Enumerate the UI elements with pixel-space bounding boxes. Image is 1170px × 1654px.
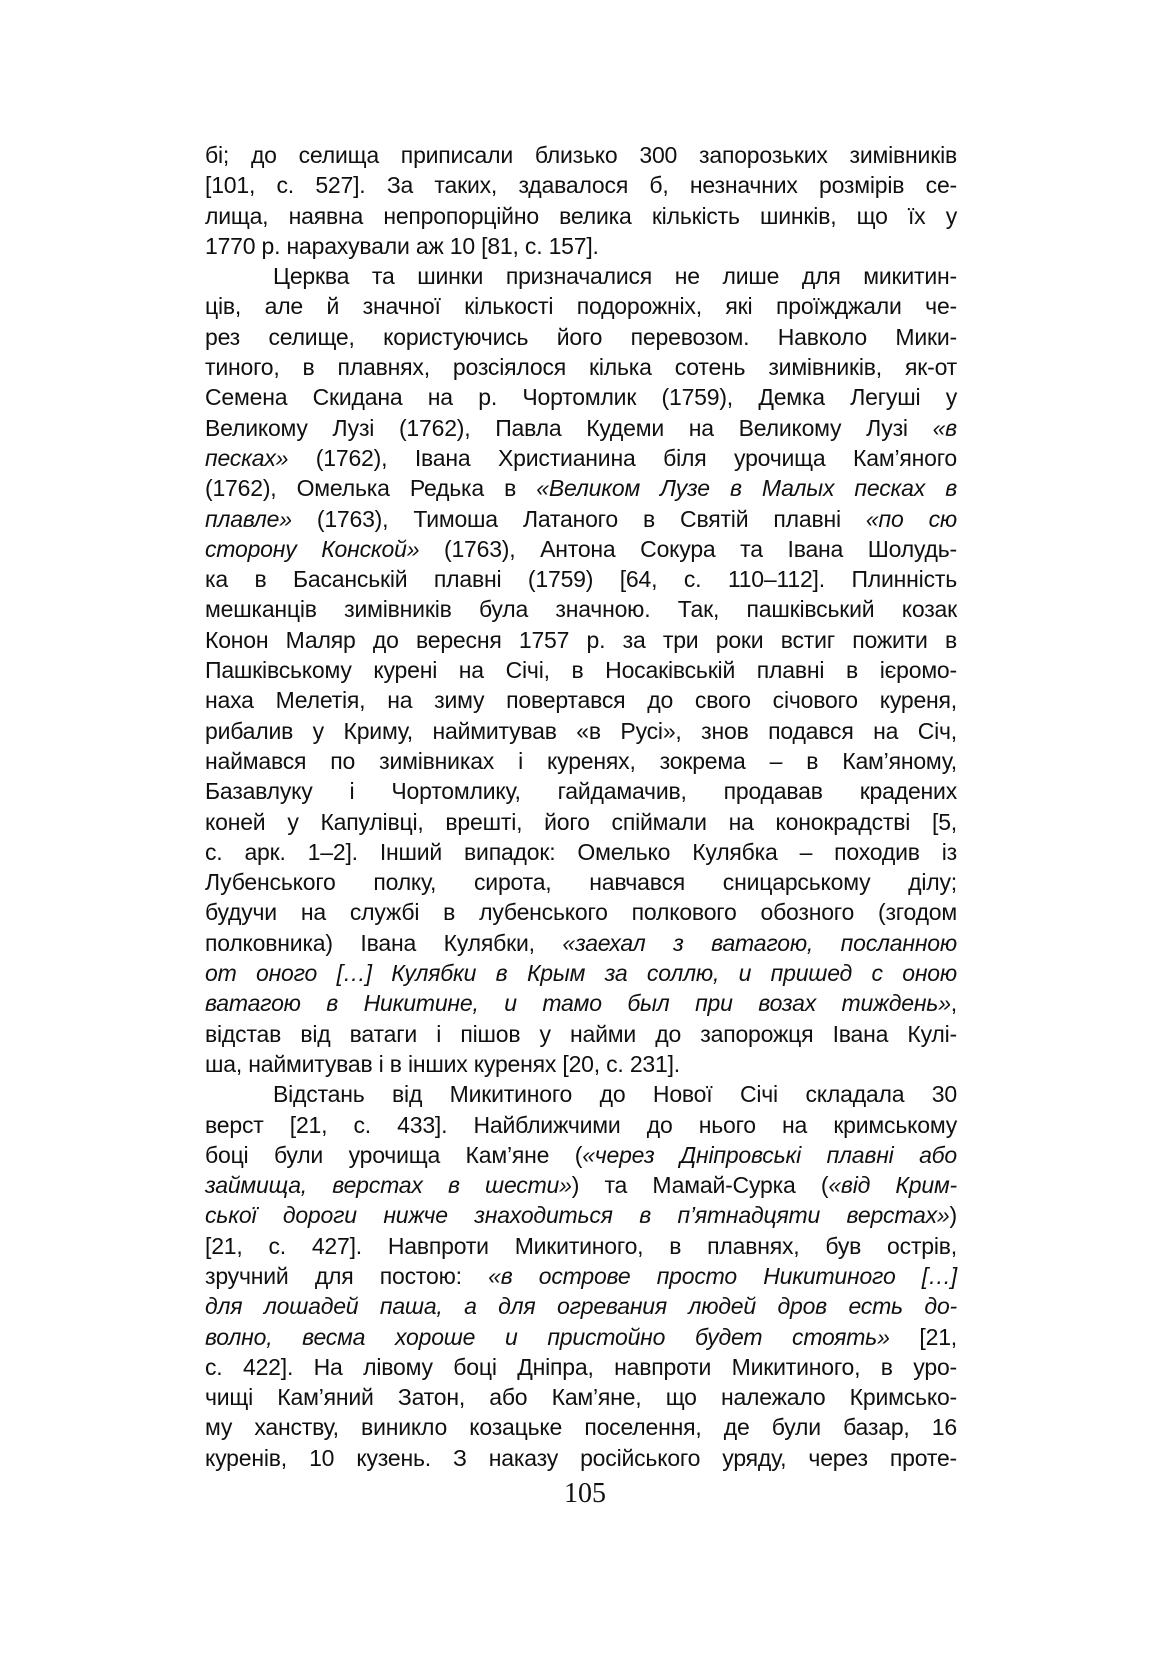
text-line <box>205 291 957 321</box>
quoted-italic-text: для лошадей паша, а для огревания людей дров есть до- <box>205 1293 957 1320</box>
body-text: верст [21, с. 433]. Найближчими до нього на кримському <box>205 1111 957 1138</box>
body-text: [21, с. 427]. Навпроти Микитиного, в плавнях, був острів, <box>205 1232 957 1259</box>
quoted-italic-text: песках» <box>205 444 289 471</box>
body-text: 1770 р. нарахували аж 10 [81, с. 157]. <box>205 232 599 259</box>
body-text: полковника) Івана Кулябки, <box>205 929 563 956</box>
text-line <box>205 625 957 655</box>
body-text: Відстань від Микитиного до Нової Січі складала 30 <box>273 1081 957 1108</box>
body-text: му ханству, виникло козацьке поселення, де були базар, 16 <box>205 1414 957 1441</box>
body-text: лища, наявна непропорційно велика кількість шинків, що їх у <box>205 202 957 229</box>
body-text: відстав від ватаги і пішов у найми до запорожця Івана Кулі- <box>205 1020 957 1047</box>
text-line <box>205 1231 957 1261</box>
body-text: Лубенського полку, сирота, навчався сницарському ділу; <box>205 869 957 896</box>
text-line <box>205 564 957 594</box>
quoted-italic-text: от оного […] Кулябки в Крым за соллю, и пришед с оною <box>205 960 957 987</box>
text-block <box>205 140 957 1473</box>
body-text: Семена Скидана на р. Чортомлик (1759), Демка Легуші у <box>205 384 957 411</box>
text-line <box>205 928 957 958</box>
text-line <box>205 1352 957 1382</box>
text-line <box>205 504 957 534</box>
text-line <box>205 807 957 837</box>
body-text: бі; до селища приписали близько 300 запорозьких зимівників <box>205 142 957 168</box>
body-text: мешканців зимівників була значною. Так, пашківський козак <box>205 596 957 623</box>
text-line <box>205 958 957 988</box>
text-line <box>205 867 957 897</box>
body-text: с. арк. 1–2]. Інший випадок: Омелько Кулябка – походив із <box>205 838 957 865</box>
body-text: с. 422]. На лівому боці Дніпра, навпроти Микитиного, в уро- <box>205 1353 957 1380</box>
body-text: будучи на службі в лубенського полкового обозного (згодом <box>205 899 957 926</box>
text-line <box>205 776 957 806</box>
body-text: коней у Капулівці, врешті, його спіймали на конокрадстві [5, <box>205 808 957 835</box>
body-text: Великому Лузі (1762), Павла Кудеми на Великому Лузі <box>205 414 933 441</box>
quoted-italic-text: «через Дніпровські плавні або <box>582 1141 957 1168</box>
text-line <box>205 1019 957 1049</box>
body-text: Пашківському курені на Січі, в Носаківській плавні в ієромо- <box>205 657 957 684</box>
text-line <box>205 1322 957 1352</box>
paragraph <box>205 140 957 261</box>
body-text: Церква та шинки призначалися не лише для микитин- <box>273 263 957 290</box>
page-number-container <box>0 1478 1170 1510</box>
text-line <box>205 837 957 867</box>
text-line <box>205 1110 957 1140</box>
text-line <box>205 534 957 564</box>
text-line <box>205 1412 957 1442</box>
text-line <box>205 231 957 261</box>
text-line <box>205 352 957 382</box>
text-line <box>205 1049 957 1079</box>
body-text: ша, наймитував і в інших куренях [20, с. 231]. <box>205 1050 680 1077</box>
body-text: , <box>950 990 957 1017</box>
text-line <box>205 685 957 715</box>
paragraph <box>205 261 957 1079</box>
quoted-italic-text: «по сю <box>865 505 957 532</box>
text-line <box>205 201 957 231</box>
text-line <box>205 170 957 200</box>
quoted-italic-text: «Великом Лузе в Малых песках в <box>536 475 957 502</box>
body-text: чищі Кам’яний Затон, або Кам’яне, що належало Кримсько- <box>205 1384 957 1411</box>
text-line <box>205 716 957 746</box>
body-text: ) та Мамай-Сурка ( <box>571 1172 829 1199</box>
text-line <box>205 655 957 685</box>
body-text: рибалив у Криму, наймитував «в Русі», знов подався на Січ, <box>205 717 957 744</box>
text-line <box>205 1200 957 1230</box>
body-text: [101, с. 527]. За таких, здавалося б, незначних розмірів се- <box>205 172 957 199</box>
body-text: ка в Басанській плавні (1759) [64, с. 110–112]. Плинність <box>205 566 957 593</box>
body-text: (1763), Антона Сокура та Івана Шолудь- <box>419 535 957 562</box>
text-line <box>205 1443 957 1473</box>
body-text: [21, <box>889 1323 957 1350</box>
quoted-italic-text: ської дороги нижче знаходиться в п’ятнадцяти верстах» <box>205 1202 950 1229</box>
body-text: куренів, 10 кузень. З наказу російського уряду, через проте- <box>205 1444 957 1471</box>
quoted-italic-text: сторону Конской» <box>205 535 420 562</box>
text-line <box>205 1382 957 1412</box>
body-text: ців, але й значної кількості подорожніх, які проїжджали че- <box>205 293 957 320</box>
text-line <box>205 140 957 170</box>
body-text: (1762), Омелька Редька в <box>205 475 537 502</box>
body-text: рез селище, користуючись його перевозом. Навколо Мики- <box>205 323 957 350</box>
quoted-italic-text: «від Крим- <box>828 1172 957 1199</box>
text-line <box>205 594 957 624</box>
quoted-italic-text: ватагою в Никитине, и тамо был при возах тиждень» <box>205 990 951 1017</box>
body-text: тиного, в плавнях, розсіялося кілька сотень зимівників, як-от <box>205 354 957 381</box>
quoted-italic-text: «в <box>932 414 957 441</box>
text-line <box>205 413 957 443</box>
text-line <box>205 382 957 412</box>
text-line <box>205 473 957 503</box>
body-text: Конон Маляр до вересня 1757 р. за три роки встиг пожити в <box>205 626 957 653</box>
body-text: (1763), Тимоша Латаного в Святій плавні <box>291 505 866 532</box>
quoted-italic-text: плавле» <box>205 505 292 532</box>
body-text: боці були урочища Кам’яне ( <box>205 1141 583 1168</box>
quoted-italic-text: займища, верстах в шести» <box>205 1172 572 1199</box>
text-line <box>205 443 957 473</box>
text-line <box>205 746 957 776</box>
quoted-italic-text: «в острове просто Никитиного […] <box>488 1262 957 1289</box>
quoted-italic-text: волно, весма хороше и пристойно будет стоять» <box>205 1323 890 1350</box>
text-line <box>205 1079 957 1109</box>
body-text: Базавлуку і Чортомлику, гайдамачив, продавав крадених <box>205 778 957 805</box>
text-line <box>205 988 957 1018</box>
quoted-italic-text: «заехал з ватагою, посланною <box>562 929 957 956</box>
paragraph <box>205 1079 957 1473</box>
text-line <box>205 261 957 291</box>
body-text: зручний для постою: <box>205 1262 489 1289</box>
body-text: наймався по зимівниках і куренях, зокрема – в Кам’яному, <box>205 747 957 774</box>
text-line <box>205 322 957 352</box>
page-number: 105 <box>564 1478 606 1509</box>
text-line <box>205 1140 957 1170</box>
text-line <box>205 1261 957 1291</box>
body-text: ) <box>949 1202 957 1229</box>
text-line <box>205 1170 957 1200</box>
text-line <box>205 1291 957 1321</box>
body-text: наха Мелетія, на зиму повертався до свого січового куреня, <box>205 687 957 714</box>
body-text: (1762), Івана Христианина біля урочища Кам’яного <box>288 444 957 471</box>
text-line <box>205 897 957 927</box>
